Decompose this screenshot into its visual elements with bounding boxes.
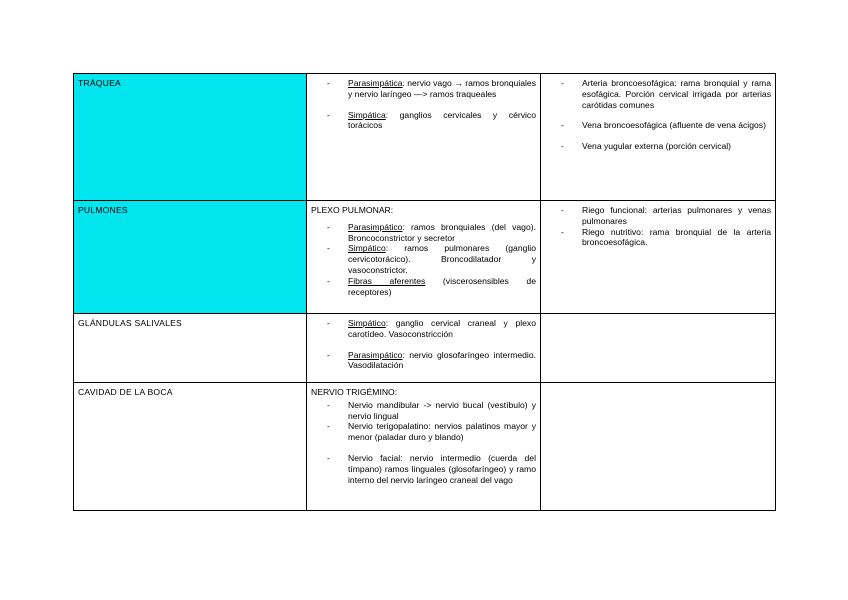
nerve-type-label: Simpático	[348, 318, 386, 328]
anatomy-table	[73, 73, 776, 511]
innervation-list	[311, 400, 536, 486]
list-item	[311, 350, 536, 372]
nerve-description: : ganglios cervicales y cérvico torácicos	[348, 109, 536, 131]
innervation-list	[311, 78, 536, 131]
list-item	[311, 318, 536, 340]
list-item	[311, 78, 536, 100]
list-item	[311, 276, 536, 298]
irrigation-list	[545, 205, 771, 248]
irrigation-cell-cavidad-boca	[541, 383, 776, 511]
innervation-list	[311, 318, 536, 371]
list-item	[311, 110, 536, 132]
innervation-cell-pulmones	[307, 201, 541, 314]
list-item: - Nervio facial: nervio intermedio (cuerda del tímpano) ramos linguales (glosofaríngeo) y ramo interno del nervio laríngeo craneal del vago	[311, 453, 536, 485]
table-row-pulmones	[74, 201, 776, 314]
list-item: - Nervio terigopalatino: nervios palatinos mayor y menor (paladar duro y blando)	[311, 421, 536, 443]
nerve-type-label: Simpático	[348, 243, 386, 254]
nerve-description: : ramos pulmonares (ganglio cervicotorácico). Broncodilatador y vasoconstrictor.	[348, 243, 536, 275]
irrigation-cell-pulmones	[541, 201, 776, 314]
innervation-header: NERVIO TRIGÉMINO:	[311, 387, 398, 397]
list-item	[311, 243, 536, 275]
list-item: - Vena broncoesofágica (afluente de vena ácigos)	[545, 120, 771, 131]
irrigation-list	[545, 78, 771, 152]
nerve-type-label: Parasimpática	[348, 78, 403, 88]
nerve-description: : ganglio cervical craneal y plexo carotídeo. Vasoconstricción	[348, 318, 536, 339]
innervation-header: PLEXO PULMONAR:	[311, 205, 394, 215]
innervation-cell-traquea	[307, 74, 541, 201]
organ-cell-traquea: TRÁQUEA	[74, 74, 307, 201]
table-row-cavidad-boca	[74, 383, 776, 511]
nerve-description: : ramos bronquiales (del vago). Broncoconstrictor y secretor	[348, 221, 536, 243]
nerve-description: (viscerosensibles de receptores)	[348, 275, 536, 297]
nerve-description: : nervio vago → ramos bronquiales y nervio laríngeo —> ramos traqueales	[348, 78, 536, 99]
organ-cell-cavidad-boca: CAVIDAD DE LA BOCA	[74, 383, 307, 511]
nerve-description: : nervio glosofaríngeo intermedio. Vasodilatación	[348, 349, 536, 371]
table-row-traquea	[74, 74, 776, 201]
list-item: - Riego nutritivo: rama bronquial de la arteria broncoesofágica.	[545, 227, 771, 249]
irrigation-cell-glandulas-salivales	[541, 314, 776, 383]
list-item: - Arteria broncoesofágica: rama bronquial y rama esofágica. Porción cervical irrigada por arterias carótidas comunes	[545, 78, 771, 110]
nerve-type-label: Parasimpático	[348, 221, 403, 232]
irrigation-cell-traquea	[541, 74, 776, 201]
innervation-cell-cavidad-boca	[307, 383, 541, 511]
list-item: - Vena yugular externa (porción cervical)	[545, 141, 771, 152]
list-item: - Nervio mandibular -> nervio bucal (vestíbulo) y nervio lingual	[311, 400, 536, 422]
nerve-type-label: Fibras aferentes	[348, 275, 426, 286]
table-row-glandulas-salivales	[74, 314, 776, 383]
organ-cell-glandulas-salivales: GLÁNDULAS SALIVALES	[74, 314, 307, 383]
nerve-type-label: Parasimpático	[348, 349, 403, 360]
organ-cell-pulmones: PULMONES	[74, 201, 307, 314]
innervation-list	[311, 222, 536, 298]
list-item	[311, 222, 536, 244]
nerve-type-label: Simpática	[348, 109, 386, 120]
innervation-cell-glandulas-salivales	[307, 314, 541, 383]
list-item: - Riego funcional: arterias pulmonares y venas pulmonares	[545, 205, 771, 227]
